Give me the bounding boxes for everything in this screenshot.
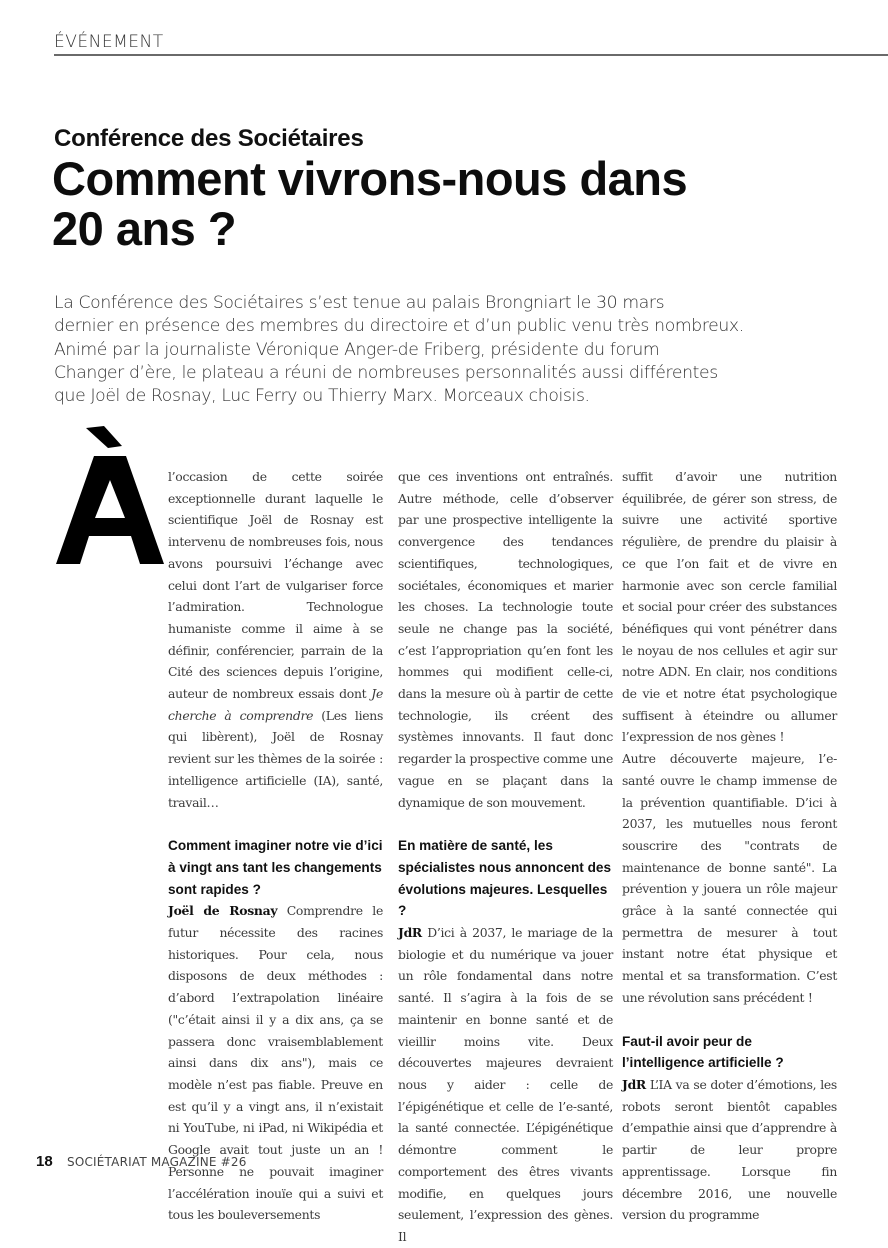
lead-line: dernier en présence des membres du directoire et d’un public venu très nombreux. bbox=[54, 316, 744, 337]
section-divider bbox=[54, 54, 888, 56]
answer-paragraph bbox=[168, 900, 383, 1226]
lead-line: que Joël de Rosnay, Luc Ferry ou Thierry Marx. Morceaux choisis. bbox=[54, 386, 590, 407]
section-label: ÉVÉNEMENT bbox=[54, 32, 164, 52]
article-column-3 bbox=[622, 466, 837, 1226]
speaker-name: JdR bbox=[398, 925, 422, 941]
question-heading: En matière de santé, les spécialistes nous annoncent des évolutions majeures. Lesquelles ? bbox=[398, 838, 612, 919]
lead-line: La Conférence des Sociétaires s’est tenue au palais Brongniart le 30 mars bbox=[54, 293, 665, 313]
page-number: 18 bbox=[36, 1153, 53, 1170]
question-heading: Comment imaginer notre vie d’ici à vingt ans tant les changements sont rapides ? bbox=[168, 838, 383, 897]
answer-paragraph bbox=[622, 1074, 837, 1226]
answer-text: Comprendre le futur nécessite des racines historiques. Pour cela, nous disposons de deux méthodes : d’abord l’extrapolation linéaire ("c’était ainsi il y a dix ans, ça se passera donc vraisemblablement ainsi dans dix ans"), mais ce modèle n’est pas fiable. Preuve en est qu’il y a vingt ans, il n’existait ni YouTube, ni iPad, ni Wikipédia et Google avait tout juste un an ! Personne ne pouvait imaginer l’accélération inouïe qui a suivi et tous les bouleversements bbox=[168, 903, 383, 1223]
magazine-name: SOCIÉTARIAT MAGAZINE #26 bbox=[67, 1155, 247, 1169]
drop-cap bbox=[56, 426, 166, 566]
drop-cap-letter bbox=[56, 456, 164, 564]
speaker-name: JdR bbox=[622, 1076, 646, 1092]
answer-text: L’IA va se doter d’émotions, les robots seront bientôt capables d’empathie ainsi que d’apprendre à partir de leur propre apprentissage. Lorsque fin décembre 2016, une nouvelle version du programme bbox=[622, 1076, 837, 1223]
answer-paragraph bbox=[398, 922, 613, 1248]
article-kicker: Conférence des Sociétaires bbox=[54, 125, 364, 152]
answer-paragraph: que ces inventions ont entraînés. Autre méthode, celle d’observer par une prospective intelligente la convergence des tendances scientifiques, technologiques, sociétales, économiques et marier les choses. La technologie toute seule ne change pas la société, c’est l’appropriation qu’en font les hommes qui modifient celle-ci, dans la mesure où à partir de cette technologie, ils créent des systèmes innovants. Il faut donc regarder la prospective comme une vague en se plaçant dans la dynamique de son mouvement. bbox=[398, 469, 613, 810]
intro-paragraph bbox=[168, 466, 383, 813]
article-title: Comment vivrons-nous dans 20 ans ? bbox=[52, 152, 688, 255]
article-lead bbox=[54, 292, 874, 408]
answer-paragraph: suffit d’avoir une nutrition équilibrée, de gérer son stress, de suivre une activité sportive régulière, de prendre du plaisir à ce que l’on fait et de vivre en harmonie avec son cercle familial et social pour créer des substances bénéfiques qui vont pénétrer dans le noyau de nos cellules et agir sur notre ADN. En clair, nos conditions de vie et notre état psychologique suffisent à éteindre ou allumer l’expression de nos gènes ! bbox=[622, 469, 837, 745]
article-column-1 bbox=[168, 466, 383, 1226]
lead-line: Changer d’ère, le plateau a réuni de nombreuses personnalités aussi différentes bbox=[54, 362, 718, 383]
intro-text: l’occasion de cette soirée exceptionnelle durant laquelle le scientifique Joël de Rosnay est intervenu de nombreuses fois, nous avons poursuivi l’échange avec celui dont l’art de vulgariser force l’admiration. Technologue humaniste comme il aime à se définir, conférencier, parrain de la Cité des sciences depuis l’origine, auteur de nombreux essais dont bbox=[168, 469, 383, 702]
book-title: Je cherche à comprendre bbox=[168, 686, 383, 723]
lead-line: Animé par la journaliste Véronique Anger-de Friberg, présidente du forum bbox=[54, 339, 660, 360]
answer-paragraph: Autre découverte majeure, l’e-santé ouvre le champ immense de la prévention quantifiable. D’ici à 2037, les mutuelles nous feront souscrire des "contrats de maintenance de bonne santé". La prévention y jouera un rôle majeur grâce à la santé connectée qui permettra de mesurer à tout instant notre état physique et mental et sa transformation. C’est une révolution sans précédent ! bbox=[622, 751, 837, 1005]
answer-text: D’ici à 2037, le mariage de la biologie et du numérique va jouer un rôle fondamental dans notre santé. Il s’agira à la fois de se maintenir en bonne santé et de vieillir moins vite. Deux découvertes majeures devraient nous y aider : celle de l’épigénétique et celle de l’e-santé, la santé connectée. L’épigénétique démontre comment le comportement des êtres vivants modifie, en quelques jours seulement, l’expression des gènes. Il bbox=[398, 925, 613, 1244]
drop-cap-accent bbox=[86, 426, 122, 448]
article-column-2 bbox=[398, 466, 613, 1248]
question-heading: Faut-il avoir peur de l’intelligence artificielle ? bbox=[622, 1033, 784, 1071]
intro-text: (Les liens qui libèrent), Joël de Rosnay revient sur les thèmes de la soirée : intelligence artificielle (IA), santé, travail… bbox=[168, 707, 383, 810]
speaker-name: Joël de Rosnay bbox=[168, 903, 278, 919]
